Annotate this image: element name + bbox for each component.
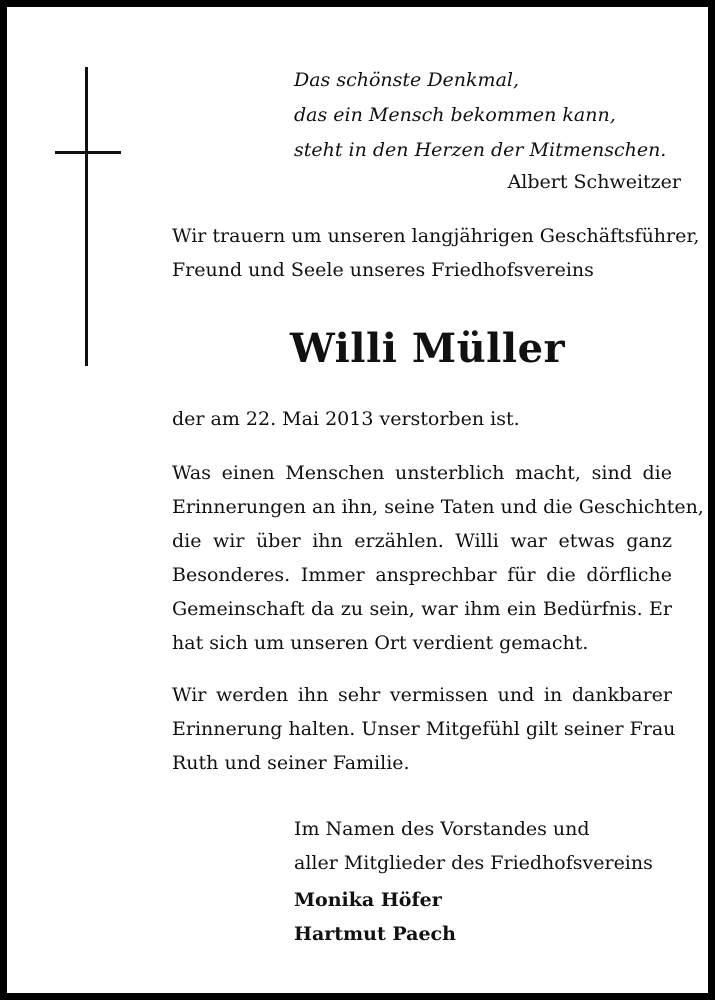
paragraph-line: Erinnerungen an ihn, seine Taten und die Geschichten,: [172, 496, 704, 518]
paragraph-line: Erinnerung halten. Unser Mitgefühl gilt seiner Frau: [172, 718, 676, 740]
cross-icon-crossbar: [55, 151, 121, 154]
paragraph-line: Besonderes. Immer ansprechbar für die dörfliche: [172, 564, 672, 586]
quote-author: Albert Schweitzer: [507, 171, 681, 193]
signature-text: [294, 812, 653, 880]
signatory-names: [294, 883, 456, 951]
paragraph-line: Was einen Menschen unsterblich macht, sind die: [172, 462, 672, 484]
paragraph-line: Ruth und seiner Familie.: [172, 752, 410, 774]
paragraph-line: Wir werden ihn sehr vermissen und in dankbarer: [172, 684, 672, 706]
intro-text: [172, 219, 699, 287]
paragraph-line: hat sich um unseren Ort verdient gemacht.: [172, 632, 589, 654]
condolence-paragraph: [172, 678, 676, 780]
signature-line: aller Mitglieder des Friedhofsvereins: [294, 852, 653, 874]
paragraph-line: die wir über ihn erzählen. Willi war etwas ganz: [172, 530, 672, 552]
signatory-name: Hartmut Paech: [294, 923, 456, 945]
paragraph-line: Gemeinschaft da zu sein, war ihm ein Bedürfnis. Er: [172, 598, 672, 620]
quote-line: das ein Mensch bekommen kann,: [294, 104, 616, 126]
quote-line: steht in den Herzen der Mitmenschen.: [294, 139, 667, 161]
death-date-line: der am 22. Mai 2013 verstorben ist.: [172, 408, 520, 430]
intro-line: Freund und Seele unseres Friedhofsvereins: [172, 259, 594, 281]
intro-line: Wir trauern um unseren langjährigen Geschäftsführer,: [172, 225, 700, 247]
quote-line: Das schönste Denkmal,: [294, 69, 520, 91]
deceased-name: Willi Müller: [289, 325, 566, 372]
signature-line: Im Namen des Vorstandes und: [294, 818, 590, 840]
signatory-name: Monika Höfer: [294, 889, 442, 911]
quote: [294, 63, 666, 168]
tribute-paragraph: [172, 456, 704, 660]
